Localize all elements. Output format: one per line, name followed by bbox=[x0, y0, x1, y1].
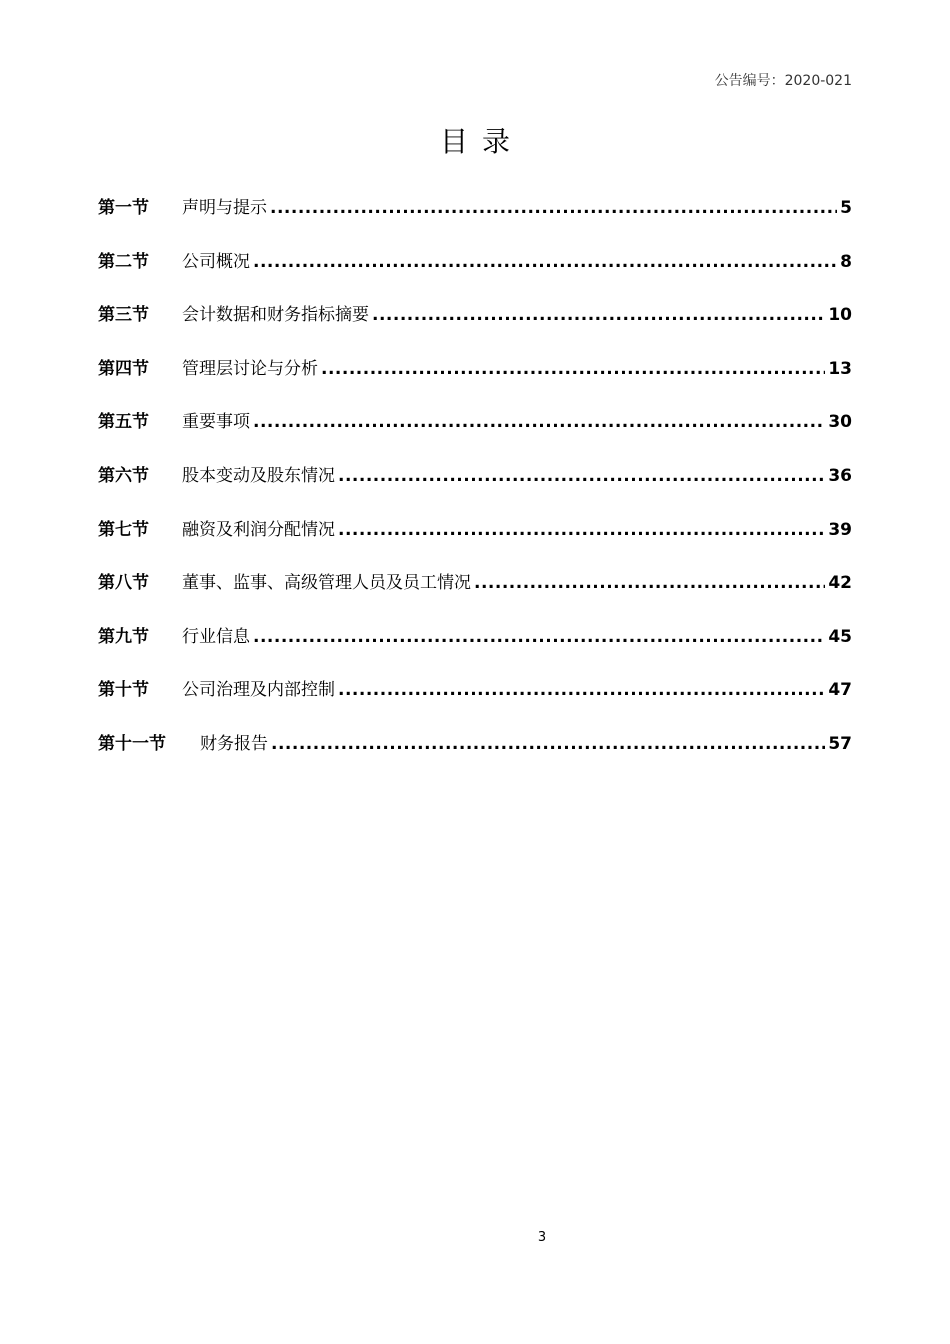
toc-page-number: 5 bbox=[840, 198, 852, 218]
toc-entry-title: 公司治理及内部控制 bbox=[182, 680, 335, 701]
toc-section-label: 第二节 bbox=[98, 251, 149, 272]
toc-section-label: 第四节 bbox=[98, 358, 149, 379]
toc-entry-10[interactable] bbox=[98, 675, 852, 729]
toc-page-number: 57 bbox=[828, 733, 852, 754]
toc-entry-2[interactable] bbox=[98, 247, 852, 301]
toc-page-number: 47 bbox=[828, 680, 852, 701]
toc-section-label: 第九节 bbox=[98, 626, 149, 647]
toc-dot-leader bbox=[271, 734, 825, 754]
toc-page-number: 10 bbox=[828, 305, 852, 326]
toc-entry-3[interactable] bbox=[98, 300, 852, 354]
toc-entry-title: 股本变动及股东情况 bbox=[182, 465, 335, 486]
toc-page-number: 39 bbox=[828, 519, 852, 540]
page-number: 3 bbox=[537, 1230, 547, 1245]
toc-dot-leader bbox=[338, 520, 825, 540]
toc-section-label: 第十节 bbox=[98, 680, 149, 701]
toc-section-label: 第七节 bbox=[98, 519, 149, 540]
toc-dot-leader bbox=[253, 252, 837, 272]
toc-dot-leader bbox=[253, 412, 825, 432]
announcement-number: 公告编号：2020-021 bbox=[714, 73, 852, 89]
toc-dot-leader bbox=[338, 680, 825, 700]
toc-entry-4[interactable] bbox=[98, 354, 852, 408]
toc-dot-leader bbox=[321, 359, 825, 379]
toc-entry-6[interactable] bbox=[98, 461, 852, 515]
toc-page-number: 42 bbox=[828, 573, 852, 594]
toc-entry-title: 行业信息 bbox=[182, 626, 250, 647]
toc-dot-leader bbox=[338, 466, 825, 486]
toc-dot-leader bbox=[270, 198, 837, 218]
toc-dot-leader bbox=[253, 627, 825, 647]
toc-dot-leader bbox=[372, 305, 825, 325]
table-of-contents bbox=[98, 193, 852, 783]
toc-title: 目录 bbox=[439, 125, 524, 158]
toc-entry-8[interactable] bbox=[98, 568, 852, 622]
toc-entry-title: 财务报告 bbox=[200, 733, 268, 754]
toc-entry-title: 声明与提示 bbox=[182, 198, 267, 218]
toc-section-label: 第五节 bbox=[98, 412, 149, 433]
toc-entry-5[interactable] bbox=[98, 407, 852, 461]
toc-page-number: 45 bbox=[828, 626, 852, 647]
toc-entry-11[interactable] bbox=[98, 729, 852, 783]
toc-section-label: 第八节 bbox=[98, 573, 149, 594]
toc-section-label: 第六节 bbox=[98, 465, 149, 486]
toc-entry-title: 会计数据和财务指标摘要 bbox=[182, 305, 369, 326]
toc-entry-7[interactable] bbox=[98, 515, 852, 569]
toc-section-label: 第一节 bbox=[98, 198, 149, 218]
toc-entry-title: 公司概况 bbox=[182, 251, 250, 272]
toc-page-number: 30 bbox=[828, 412, 852, 433]
toc-section-label: 第十一节 bbox=[98, 733, 166, 754]
toc-entry-title: 管理层讨论与分析 bbox=[182, 358, 318, 379]
toc-entry-title: 董事、监事、高级管理人员及员工情况 bbox=[182, 573, 471, 594]
toc-page-number: 36 bbox=[828, 465, 852, 486]
toc-page-number: 8 bbox=[840, 251, 852, 272]
toc-entry-title: 融资及利润分配情况 bbox=[182, 519, 335, 540]
toc-entry-title: 重要事项 bbox=[182, 412, 250, 433]
toc-entry-9[interactable] bbox=[98, 622, 852, 676]
toc-entry-1[interactable] bbox=[98, 193, 852, 247]
toc-page-number: 13 bbox=[828, 358, 852, 379]
toc-section-label: 第三节 bbox=[98, 305, 149, 326]
toc-dot-leader bbox=[474, 573, 825, 593]
